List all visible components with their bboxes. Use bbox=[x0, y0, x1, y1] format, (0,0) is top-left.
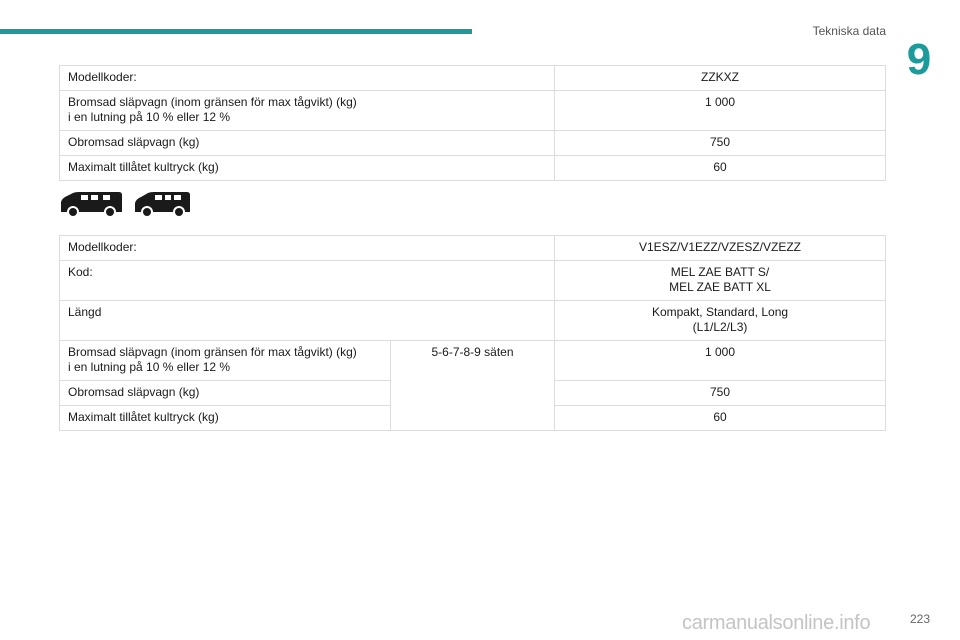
table-row bbox=[60, 341, 886, 381]
cell-value: MEL ZAE BATT S/ MEL ZAE BATT XL bbox=[555, 261, 886, 301]
van-short-icon bbox=[59, 190, 123, 218]
table-row bbox=[60, 236, 886, 261]
cell-label: Kod: bbox=[60, 261, 555, 301]
cell-value: 1 000 bbox=[555, 341, 886, 381]
seats-cell: 5-6-7-8-9 säten bbox=[391, 341, 555, 431]
table-row bbox=[60, 301, 886, 341]
cell-value: 60 bbox=[555, 156, 886, 181]
cell-label: Modellkoder: bbox=[60, 236, 555, 261]
table-row bbox=[60, 156, 886, 181]
table-row bbox=[60, 91, 886, 131]
cell-label: Obromsad släpvagn (kg) bbox=[60, 381, 391, 406]
cell-label: Bromsad släpvagn (inom gränsen för max tågvikt) (kg) i en lutning på 10 % eller 12 % bbox=[60, 91, 555, 131]
cell-label: Maximalt tillåtet kultryck (kg) bbox=[60, 156, 555, 181]
chapter-number: 9 bbox=[906, 35, 932, 84]
table-row bbox=[60, 261, 886, 301]
cell-label: Obromsad släpvagn (kg) bbox=[60, 131, 555, 156]
van-long-icon bbox=[133, 190, 191, 218]
page-number: 223 bbox=[909, 612, 930, 626]
vehicle-icons bbox=[59, 190, 191, 218]
cell-value: 750 bbox=[555, 381, 886, 406]
cell-value: 60 bbox=[555, 406, 886, 431]
section-title: Tekniska data bbox=[812, 24, 886, 38]
cell-value: V1ESZ/V1EZZ/VZESZ/VZEZZ bbox=[555, 236, 886, 261]
watermark: carmanualsonline.info bbox=[682, 612, 871, 634]
cell-label: Längd bbox=[60, 301, 555, 341]
table-row bbox=[60, 131, 886, 156]
towing-table-2 bbox=[59, 235, 886, 431]
cell-value: 1 000 bbox=[555, 91, 886, 131]
table-row bbox=[60, 66, 886, 91]
towing-table-1 bbox=[59, 65, 886, 181]
cell-label: Modellkoder: bbox=[60, 66, 555, 91]
cell-value: 750 bbox=[555, 131, 886, 156]
cell-value: Kompakt, Standard, Long (L1/L2/L3) bbox=[555, 301, 886, 341]
header-accent-bar bbox=[0, 29, 472, 34]
cell-label: Bromsad släpvagn (inom gränsen för max tågvikt) (kg) i en lutning på 10 % eller 12 % bbox=[60, 341, 391, 381]
cell-value: ZZKXZ bbox=[555, 66, 886, 91]
cell-label: Maximalt tillåtet kultryck (kg) bbox=[60, 406, 391, 431]
